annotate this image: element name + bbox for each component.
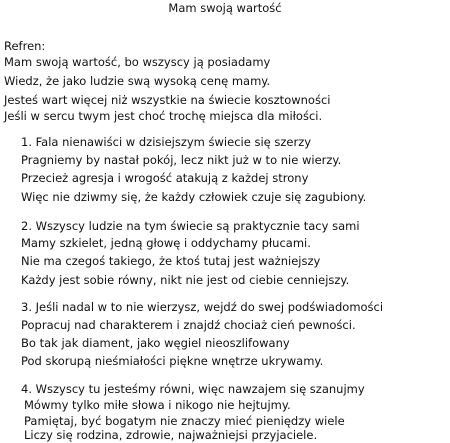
verse-4-line-1: 4. Wszyscy tu jesteśmy równi, więc nawzajem się szanujmy [21,382,365,396]
refrain-line-1: Mam swoją wartość, bo wszyscy ją posiadamy [4,55,271,69]
verse-2-line-2: Mamy szkielet, jedną głowę i oddychamy płucami. [21,236,311,250]
verse-2-line-4: Każdy jest sobie równy, nikt nie jest od ciebie cenniejszy. [21,273,350,287]
verse-4-line-3: Pamiętaj, być bogatym nie znaczy mieć pieniędzy wiele [24,414,345,428]
song-title: Mam swoją wartość [168,1,282,15]
verse-3-line-3: Bo tak jak diament, jako węgiel nieoszlifowany [21,336,290,350]
refrain-line-4: Jeśli w sercu twym jest choć trochę miejsca dla miłości. [4,109,323,123]
verse-1-line-4: Więc nie dziwmy się, że każdy człowiek czuje się zagubiony. [21,190,367,204]
verse-1-line-1: 1. Fala nienawiści w dzisiejszym świecie się szerzy [21,135,312,149]
verse-2-line-1: 2. Wszyscy ludzie na tym świecie są praktycznie tacy sami [21,219,360,233]
verse-2-line-3: Nie ma czegoś takiego, że ktoś tutaj jest ważniejszy [21,254,321,268]
verse-3-line-1: 3. Jeśli nadal w to nie wierzysz, wejdź do swej podświadomości [21,300,384,314]
refrain-line-2: Wiedz, że jako ludzie swą wysoką cenę mamy. [4,74,271,88]
verse-3-line-4: Pod skorupą nieśmiałości piękne wnętrze ukrywamy. [21,354,324,368]
refrain-label: Refren: [4,39,46,53]
verse-4-line-2: Mówmy tylko miłe słowa i nikogo nie hejtujmy. [24,398,291,412]
verse-4-line-4: Liczy się rodzina, zdrowie, najważniejsi przyjaciele. [24,428,318,442]
refrain-line-3: Jesteś wart więcej niż wszystkie na świecie kosztowności [4,93,331,107]
verse-3-line-2: Popracuj nad charakterem i znajdź chociaż cień pewności. [21,318,356,332]
verse-1-line-3: Przecież agresja i wrogość atakują z każdej strony [21,171,309,185]
verse-1-line-2: Pragniemy by nastał pokój, lecz nikt już w to nie wierzy. [21,153,342,167]
